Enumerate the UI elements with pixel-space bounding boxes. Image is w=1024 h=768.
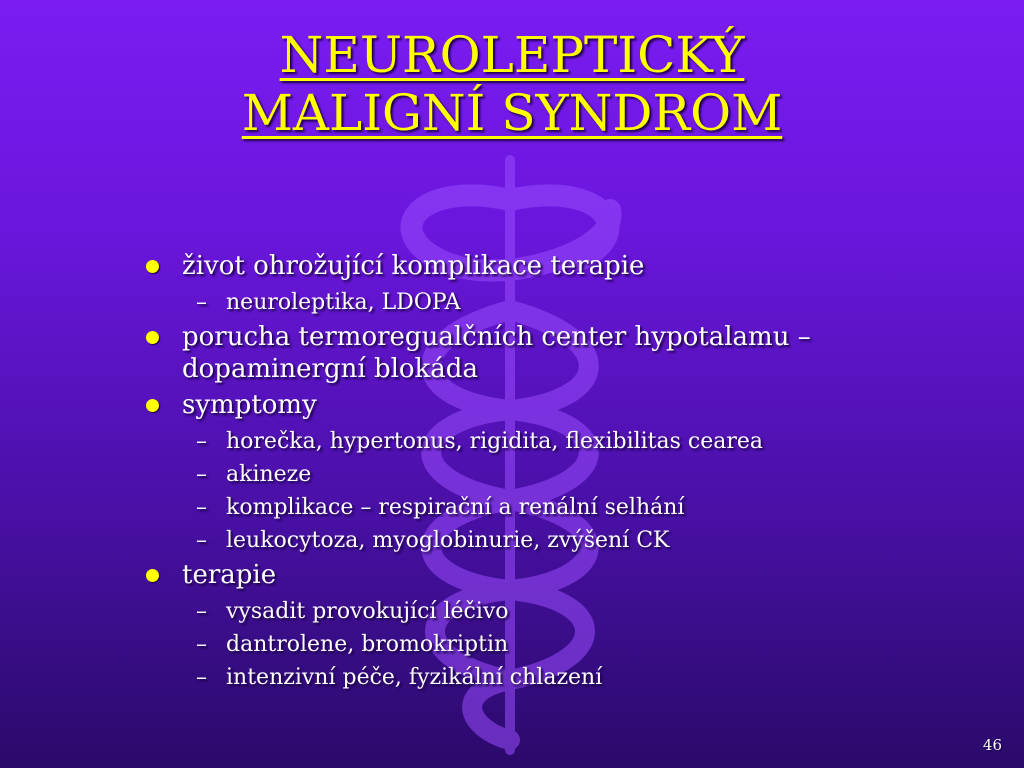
sub-bullet-item — [140, 458, 900, 491]
bullet-item — [140, 250, 900, 282]
bullet-text: terapie — [182, 560, 277, 590]
sub-bullet-text: horečka, hypertonus, rigidita, flexibilitas cearea — [226, 429, 764, 454]
sub-bullet-text: dantrolene, bromokriptin — [226, 632, 509, 657]
bullet-list — [140, 248, 900, 694]
sub-bullet-item — [140, 595, 900, 628]
bullet-item — [140, 389, 900, 421]
dash-icon: – — [196, 290, 207, 315]
sub-bullet-text: leukocytoza, myoglobinurie, zvýšení CK — [226, 528, 670, 553]
slide-title — [0, 26, 1024, 142]
dash-icon: – — [196, 632, 207, 657]
sub-bullet-item — [140, 661, 900, 694]
bullet-text: symptomy — [182, 390, 317, 420]
sub-bullet-item — [140, 425, 900, 458]
dash-icon: – — [196, 599, 207, 624]
sub-bullet-item — [140, 628, 900, 661]
bullet-dot-icon — [146, 569, 159, 582]
page-number: 46 — [982, 736, 1002, 754]
sub-bullet-text: intenzivní péče, fyzikální chlazení — [226, 665, 603, 690]
sub-bullet-text: vysadit provokující léčivo — [226, 599, 509, 624]
sub-bullet-item — [140, 286, 900, 319]
title-line-2: MALIGNÍ SYNDROM — [241, 84, 783, 142]
dash-icon: – — [196, 495, 207, 520]
dash-icon: – — [196, 528, 207, 553]
sub-bullet-text: neuroleptika, LDOPA — [226, 290, 461, 315]
bullet-item — [140, 559, 900, 591]
sub-bullet-item — [140, 491, 900, 524]
dash-icon: – — [196, 665, 207, 690]
bullet-text: porucha termoregualčních center hypotalamu – dopaminergní blokáda — [182, 322, 811, 384]
bullet-dot-icon — [146, 399, 159, 412]
sub-bullet-text: akineze — [226, 462, 312, 487]
title-line-1: NEUROLEPTICKÝ — [279, 26, 745, 84]
bullet-text: život ohrožující komplikace terapie — [182, 251, 645, 281]
dash-icon: – — [196, 462, 207, 487]
bullet-item — [140, 321, 900, 385]
bullet-dot-icon — [146, 260, 159, 273]
sub-bullet-text: komplikace – respirační a renální selhání — [226, 495, 685, 520]
sub-bullet-item — [140, 524, 900, 557]
dash-icon: – — [196, 429, 207, 454]
bullet-dot-icon — [146, 331, 159, 344]
